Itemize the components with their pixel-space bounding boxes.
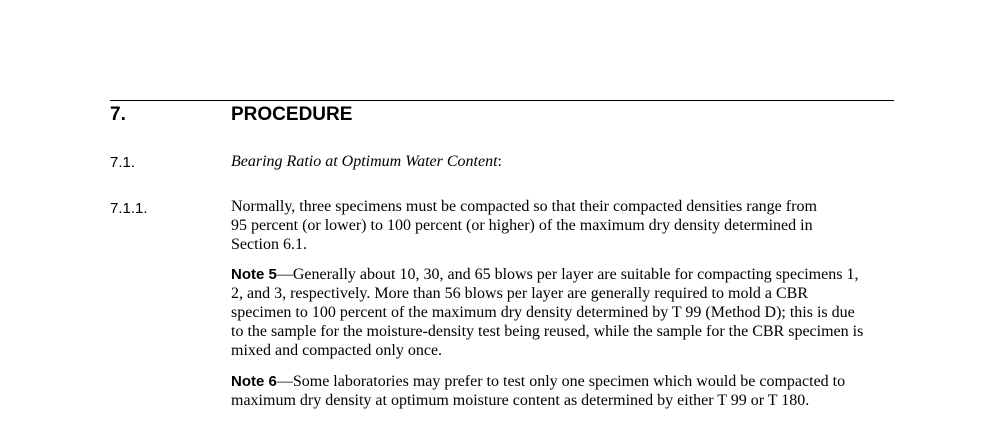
clause-line: 95 percent (or lower) to 100 percent (or higher) of the maximum dry density determined in (231, 217, 813, 234)
note-5-label: Note 5 (231, 266, 277, 283)
note-5 (231, 265, 895, 360)
note-5-line: to the sample for the moisture-density test being reused, while the sample for the CBR specimen is (231, 323, 864, 340)
note-5-first-text: —Generally about 10, 30, and 65 blows per layer are suitable for compacting specimens 1, (276, 266, 859, 283)
clause-paragraph (231, 197, 895, 254)
subsection-title-suffix: : (497, 153, 502, 170)
section-divider (110, 100, 894, 101)
note-5-first-line (231, 265, 895, 284)
clause-line: Normally, three specimens must be compacted so that their compacted densities range from (231, 198, 817, 215)
clause-number: 7.1.1. (110, 200, 148, 217)
note-5-line: 2, and 3, respectively. More than 56 blows per layer are generally required to mold a CBR (231, 285, 809, 302)
note-5-line: specimen to 100 percent of the maximum dry density determined by T 99 (Method D); this is due (231, 304, 855, 321)
note-6-first-line (231, 372, 895, 391)
note-5-line: mixed and compacted only once. (231, 342, 443, 359)
clause-line: Section 6.1. (231, 236, 307, 253)
section-heading: PROCEDURE (231, 104, 353, 125)
note-6 (231, 372, 895, 410)
subsection-title-text: Bearing Ratio at Optimum Water Content (231, 153, 498, 170)
note-6-first-text: —Some laboratories may prefer to test only one specimen which would be compacted to (276, 373, 846, 390)
subsection-number: 7.1. (110, 154, 136, 171)
note-6-line: maximum dry density at optimum moisture content as determined by either T 99 or T 180. (231, 392, 810, 409)
subsection-title (231, 153, 502, 171)
note-6-label: Note 6 (231, 373, 277, 390)
section-number: 7. (110, 104, 126, 125)
